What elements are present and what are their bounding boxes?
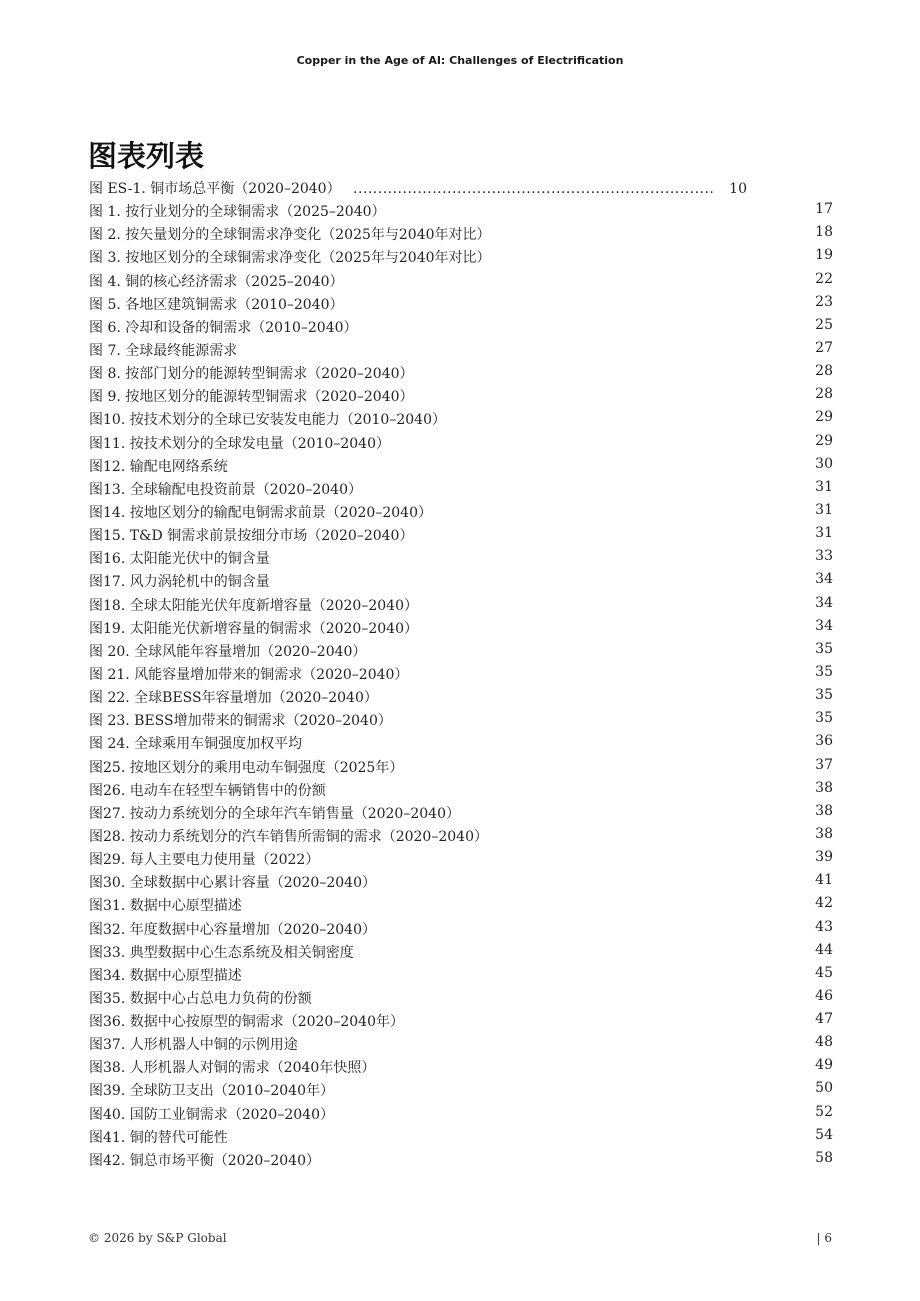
toc-entry-page: 33 [815, 548, 833, 565]
toc-entry-page: 52 [815, 1103, 833, 1120]
toc-entry[interactable] [88, 548, 833, 571]
list-of-figures-title: 图表列表 [88, 139, 205, 173]
toc-entry-label: 图35. 数据中心占总电力负荷的份额 [89, 990, 312, 1007]
toc-entry-label: 图11. 按技术划分的全球发电量（2010–2040） [89, 435, 390, 452]
toc-entry[interactable] [88, 780, 833, 803]
toc-entry[interactable] [88, 479, 833, 502]
toc-entry[interactable] [88, 965, 833, 988]
toc-entry-page: 42 [815, 895, 833, 912]
toc-entry-page: 31 [815, 501, 833, 518]
toc-entry[interactable] [88, 1104, 833, 1127]
dot-leader: ......................................................................... [353, 181, 715, 197]
toc-entry-page: 38 [815, 779, 833, 796]
toc-entry[interactable] [88, 456, 833, 479]
toc-entry[interactable] [88, 757, 833, 780]
toc-entry-page: 34 [815, 617, 833, 634]
toc-entry[interactable] [88, 664, 833, 687]
toc-entry-label: 图25. 按地区划分的乘用电动车铜强度（2025年） [89, 759, 404, 776]
toc-entry-page: 31 [815, 478, 833, 495]
toc-entry-label: 图 1. 按行业划分的全球铜需求（2025–2040） [89, 204, 386, 221]
toc-entry-page: 58 [815, 1149, 833, 1166]
toc-entry-page: 38 [815, 802, 833, 819]
toc-entry-label: 图10. 按技术划分的全球已安装发电能力（2010–2040） [89, 412, 446, 429]
toc-entry-label: 图29. 每人主要电力使用量（2022） [89, 852, 320, 869]
toc-entry-page: 43 [815, 918, 833, 935]
toc-entry-label: 图14. 按地区划分的输配电铜需求前景（2020–2040） [89, 504, 432, 521]
toc-entry-page: 35 [815, 640, 833, 657]
toc-entry-page: 23 [815, 293, 833, 310]
toc-entry-label: 图40. 国防工业铜需求（2020–2040） [89, 1106, 334, 1123]
toc-entry[interactable] [88, 271, 833, 294]
toc-entry[interactable] [88, 1034, 833, 1057]
toc-entry-page: 50 [815, 1080, 833, 1097]
toc-entry[interactable] [88, 733, 833, 756]
toc-entry-page: 44 [815, 941, 833, 958]
toc-entry-page: 28 [815, 363, 833, 380]
toc-entry-label: 图 22. 全球BESS年容量增加（2020–2040） [89, 690, 378, 707]
toc-entry-page: 49 [815, 1057, 833, 1074]
toc-entry-label: 图 21. 风能容量增加带来的铜需求（2020–2040） [89, 666, 409, 683]
toc-entry-label: 图 6. 冷却和设备的铜需求（2010–2040） [89, 319, 358, 336]
toc-entry-label: 图42. 铜总市场平衡（2020–2040） [89, 1152, 320, 1169]
toc-entry-page: 38 [815, 825, 833, 842]
toc-entry-label: 图37. 人形机器人中铜的示例用途 [89, 1037, 298, 1054]
toc-entry-page: 35 [815, 663, 833, 680]
toc-entry-page: 47 [815, 1011, 833, 1028]
toc-entry[interactable] [88, 317, 833, 340]
toc-entry-label: 图 23. BESS增加带来的铜需求（2020–2040） [89, 713, 392, 730]
toc-entry[interactable] [88, 710, 833, 733]
toc-entry[interactable] [88, 919, 833, 942]
toc-entry[interactable] [88, 178, 833, 201]
toc-entry-page: 36 [815, 733, 833, 750]
toc-entry[interactable] [88, 687, 833, 710]
toc-entry[interactable] [88, 988, 833, 1011]
toc-entry-label: 图17. 风力涡轮机中的铜含量 [89, 574, 270, 591]
toc-entry-label: 图34. 数据中心原型描述 [89, 967, 242, 984]
toc-entry[interactable] [88, 363, 833, 386]
toc-entry-page: 37 [815, 756, 833, 773]
toc-entry-label: 图38. 人形机器人对铜的需求（2040年快照） [89, 1060, 376, 1077]
toc-entry[interactable] [88, 1080, 833, 1103]
toc-entry[interactable] [88, 247, 833, 270]
toc-entry[interactable] [88, 595, 833, 618]
toc-entry-label: 图 9. 按地区划分的能源转型铜需求（2020–2040） [89, 389, 414, 406]
toc-entry-label: 图 7. 全球最终能源需求 [89, 342, 238, 359]
toc-entry[interactable] [88, 826, 833, 849]
toc-entry[interactable] [88, 201, 833, 224]
toc-entry[interactable] [88, 224, 833, 247]
toc-entry[interactable] [88, 502, 833, 525]
toc-entry-page: 34 [815, 594, 833, 611]
copyright-notice: © 2026 by S&P Global [88, 1231, 227, 1245]
toc-entry[interactable] [88, 571, 833, 594]
toc-entry-label: 图15. T&D 铜需求前景按细分市场（2020–2040） [89, 528, 414, 545]
toc-entry-label: 图36. 数据中心按原型的铜需求（2020–2040年） [89, 1014, 404, 1031]
toc-entry-page: 18 [815, 224, 833, 241]
toc-entry-page: 29 [815, 409, 833, 426]
toc-entry[interactable] [88, 340, 833, 363]
toc-entry-page: 46 [815, 987, 833, 1004]
toc-entry[interactable] [88, 803, 833, 826]
toc-entry-label: 图 24. 全球乘用车铜强度加权平均 [89, 736, 303, 753]
toc-entry-page: 25 [815, 316, 833, 333]
toc-entry-page: 17 [815, 201, 833, 218]
toc-entry-label: 图 20. 全球风能年容量增加（2020–2040） [89, 643, 367, 660]
toc-entry-label: 图 8. 按部门划分的能源转型铜需求（2020–2040） [89, 366, 414, 383]
toc-entry[interactable] [88, 872, 833, 895]
toc-entry-label: 图12. 输配电网络系统 [89, 458, 228, 475]
toc-entry-page: 41 [815, 872, 833, 889]
toc-entry[interactable] [88, 433, 833, 456]
toc-entry[interactable] [88, 618, 833, 641]
toc-entry-page: 34 [815, 571, 833, 588]
toc-entry-page: 48 [815, 1034, 833, 1051]
toc-entry-label: 图30. 全球数据中心累计容量（2020–2040） [89, 875, 376, 892]
toc-entry-label: 图26. 电动车在轻型车辆销售中的份额 [89, 782, 326, 799]
toc-entry-label: 图31. 数据中心原型描述 [89, 898, 242, 915]
toc-entry-label: 图 2. 按矢量划分的全球铜需求净变化（2025年与2040年对比） [89, 227, 491, 244]
toc-entry-page: 29 [815, 432, 833, 449]
toc-entry[interactable] [88, 849, 833, 872]
toc-entry-label: 图19. 太阳能光伏新增容量的铜需求（2020–2040） [89, 620, 418, 637]
toc-entry-label: 图 4. 铜的核心经济需求（2025–2040） [89, 273, 344, 290]
toc-entry[interactable] [88, 1011, 833, 1034]
toc-entry-label: 图39. 全球防卫支出（2010–2040年） [89, 1083, 334, 1100]
toc-entry-page: 19 [815, 247, 833, 264]
toc-entry[interactable] [88, 1127, 833, 1150]
toc-entry-label: 图41. 铜的替代可能性 [89, 1129, 228, 1146]
toc-entry-page: 31 [815, 525, 833, 542]
toc-entry[interactable] [88, 409, 833, 432]
toc-entry[interactable] [88, 294, 833, 317]
toc-entry-page: 30 [815, 455, 833, 472]
toc-entry-label: 图 5. 各地区建筑铜需求（2010–2040） [89, 296, 344, 313]
toc-entry[interactable] [88, 1150, 833, 1173]
toc-entry[interactable] [88, 942, 833, 965]
toc-entry-page: 45 [815, 964, 833, 981]
toc-entry-label: 图28. 按动力系统划分的汽车销售所需铜的需求（2020–2040） [89, 828, 488, 845]
toc-entry-page: 22 [815, 270, 833, 287]
toc-entry-page: 10 [729, 181, 747, 197]
toc-entry[interactable] [88, 386, 833, 409]
toc-entry-label: 图 3. 按地区划分的全球铜需求净变化（2025年与2040年对比） [89, 250, 491, 267]
toc-entry-page: 27 [815, 339, 833, 356]
toc-entry-label: 图 ES-1. 铜市场总平衡（2020–2040） [89, 181, 341, 197]
toc-entry-page: 35 [815, 710, 833, 727]
toc-entry-label: 图16. 太阳能光伏中的铜含量 [89, 551, 270, 568]
toc-entry-page: 54 [815, 1126, 833, 1143]
toc-entry[interactable] [88, 525, 833, 548]
figure-list [88, 178, 833, 1173]
toc-entry-label: 图13. 全球输配电投资前景（2020–2040） [89, 481, 362, 498]
running-header: Copper in the Age of AI: Challenges of Electrification [296, 54, 624, 67]
toc-entry-label: 图18. 全球太阳能光伏年度新增容量（2020–2040） [89, 597, 418, 614]
toc-entry[interactable] [88, 895, 833, 918]
toc-entry-label: 图32. 年度数据中心容量增加（2020–2040） [89, 921, 376, 938]
toc-entry-label: 图27. 按动力系统划分的全球年汽车销售量（2020–2040） [89, 805, 460, 822]
toc-entry[interactable] [88, 641, 833, 664]
toc-entry-label: 图33. 典型数据中心生态系统及相关铜密度 [89, 944, 354, 961]
toc-entry-page: 39 [815, 849, 833, 866]
page-number: | 6 [816, 1231, 832, 1245]
toc-entry-page: 35 [815, 687, 833, 704]
toc-entry[interactable] [88, 1057, 833, 1080]
toc-entry-page: 28 [815, 386, 833, 403]
